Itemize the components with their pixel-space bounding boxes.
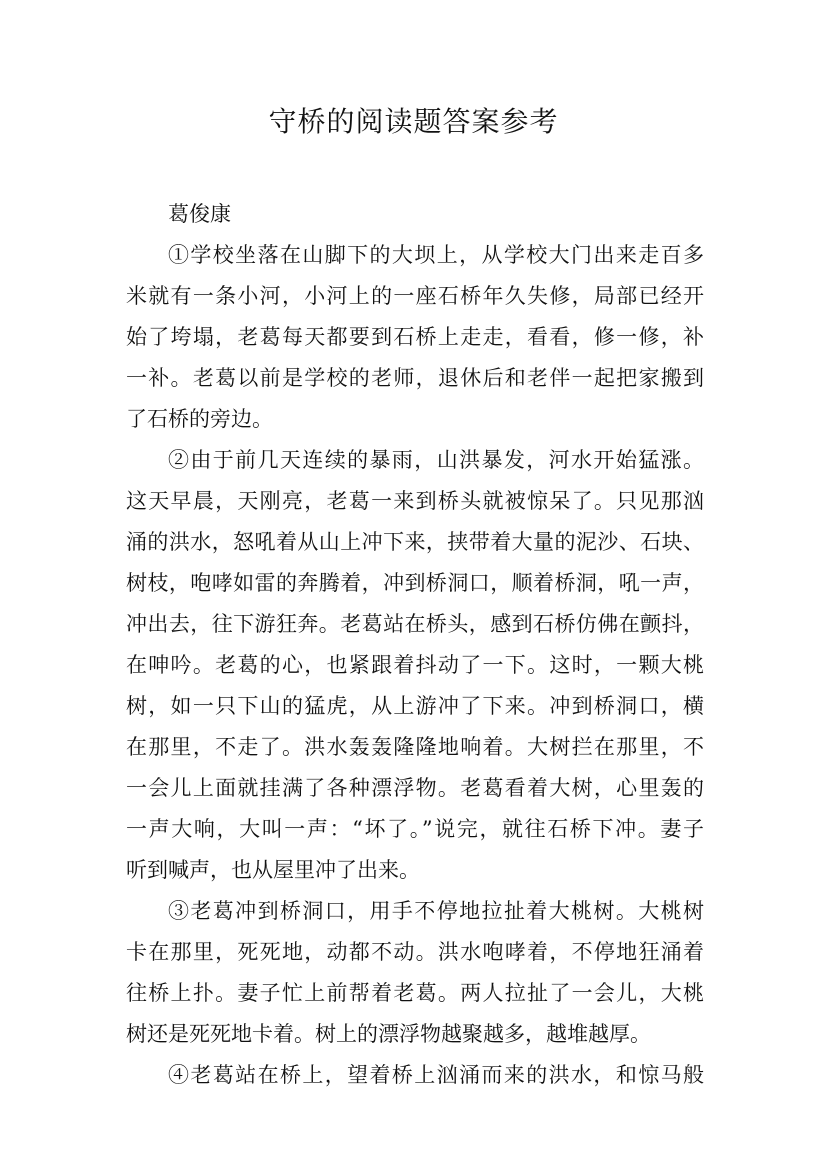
paragraph-3-line-3: 往桥上扑。妻子忙上前帮着老葛。两人拉扯了一会儿，大桃	[126, 981, 704, 1005]
paragraph-2-line-9: 一会儿上面就挂满了各种漂浮物。老葛看着大树，心里轰的	[126, 776, 704, 800]
paragraph-3-line-1: ③老葛冲到桥洞口，用手不停地拉扯着大桃树。大桃树	[168, 899, 704, 923]
paragraph-4-line-1: ④老葛站在桥上，望着桥上汹涌而来的洪水，和惊马般	[168, 1063, 704, 1087]
author-name: 葛俊康	[168, 202, 231, 226]
paragraph-2-line-6: 在呻吟。老葛的心，也紧跟着抖动了一下。这时，一颗大桃	[126, 653, 704, 677]
paragraph-1-line-1: ①学校坐落在山脚下的大坝上，从学校大门出来走百多	[168, 243, 704, 267]
paragraph-2-line-3: 涌的洪水，怒吼着从山上冲下来，挟带着大量的泥沙、石块、	[126, 530, 704, 554]
paragraph-2-line-8: 在那里，不走了。洪水轰轰隆隆地响着。大树拦在那里，不	[126, 735, 704, 759]
document-title: 守桥的阅读题答案参考	[268, 105, 559, 138]
paragraph-1-line-3: 始了垮塌，老葛每天都要到石桥上走走，看看，修一修，补	[126, 325, 704, 349]
paragraph-1-line-5: 了石桥的旁边。	[126, 407, 273, 431]
paragraph-2-line-4: 树枝，咆哮如雷的奔腾着，冲到桥洞口，顺着桥洞，吼一声，	[126, 571, 704, 595]
paragraph-1-line-2: 米就有一条小河，小河上的一座石桥年久失修，局部已经开	[126, 284, 704, 308]
paragraph-2-line-5: 冲出去，往下游狂奔。老葛站在桥头，感到石桥仿佛在颤抖，	[126, 612, 704, 636]
paragraph-2-line-1: ②由于前几天连续的暴雨，山洪暴发，河水开始猛涨。	[168, 448, 704, 472]
paragraph-3-line-4: 树还是死死地卡着。树上的漂浮物越聚越多，越堆越厚。	[126, 1022, 651, 1046]
article-body	[126, 194, 704, 1096]
paragraph-2-line-11: 听到喊声，也从屋里冲了出来。	[126, 858, 420, 882]
paragraph-2-line-2: 这天早晨，天刚亮，老葛一来到桥头就被惊呆了。只见那汹	[126, 489, 704, 513]
paragraph-2-line-7: 树，如一只下山的猛虎，从上游冲了下来。冲到桥洞口，横	[126, 694, 704, 718]
paragraph-1-line-4: 一补。老葛以前是学校的老师，退休后和老伴一起把家搬到	[126, 366, 704, 390]
paragraph-2-line-10: 一声大响，大叫一声：“坏了。”说完，就往石桥下冲。妻子	[126, 817, 704, 841]
paragraph-3-line-2: 卡在那里，死死地，动都不动。洪水咆哮着，不停地狂涌着	[126, 940, 704, 964]
